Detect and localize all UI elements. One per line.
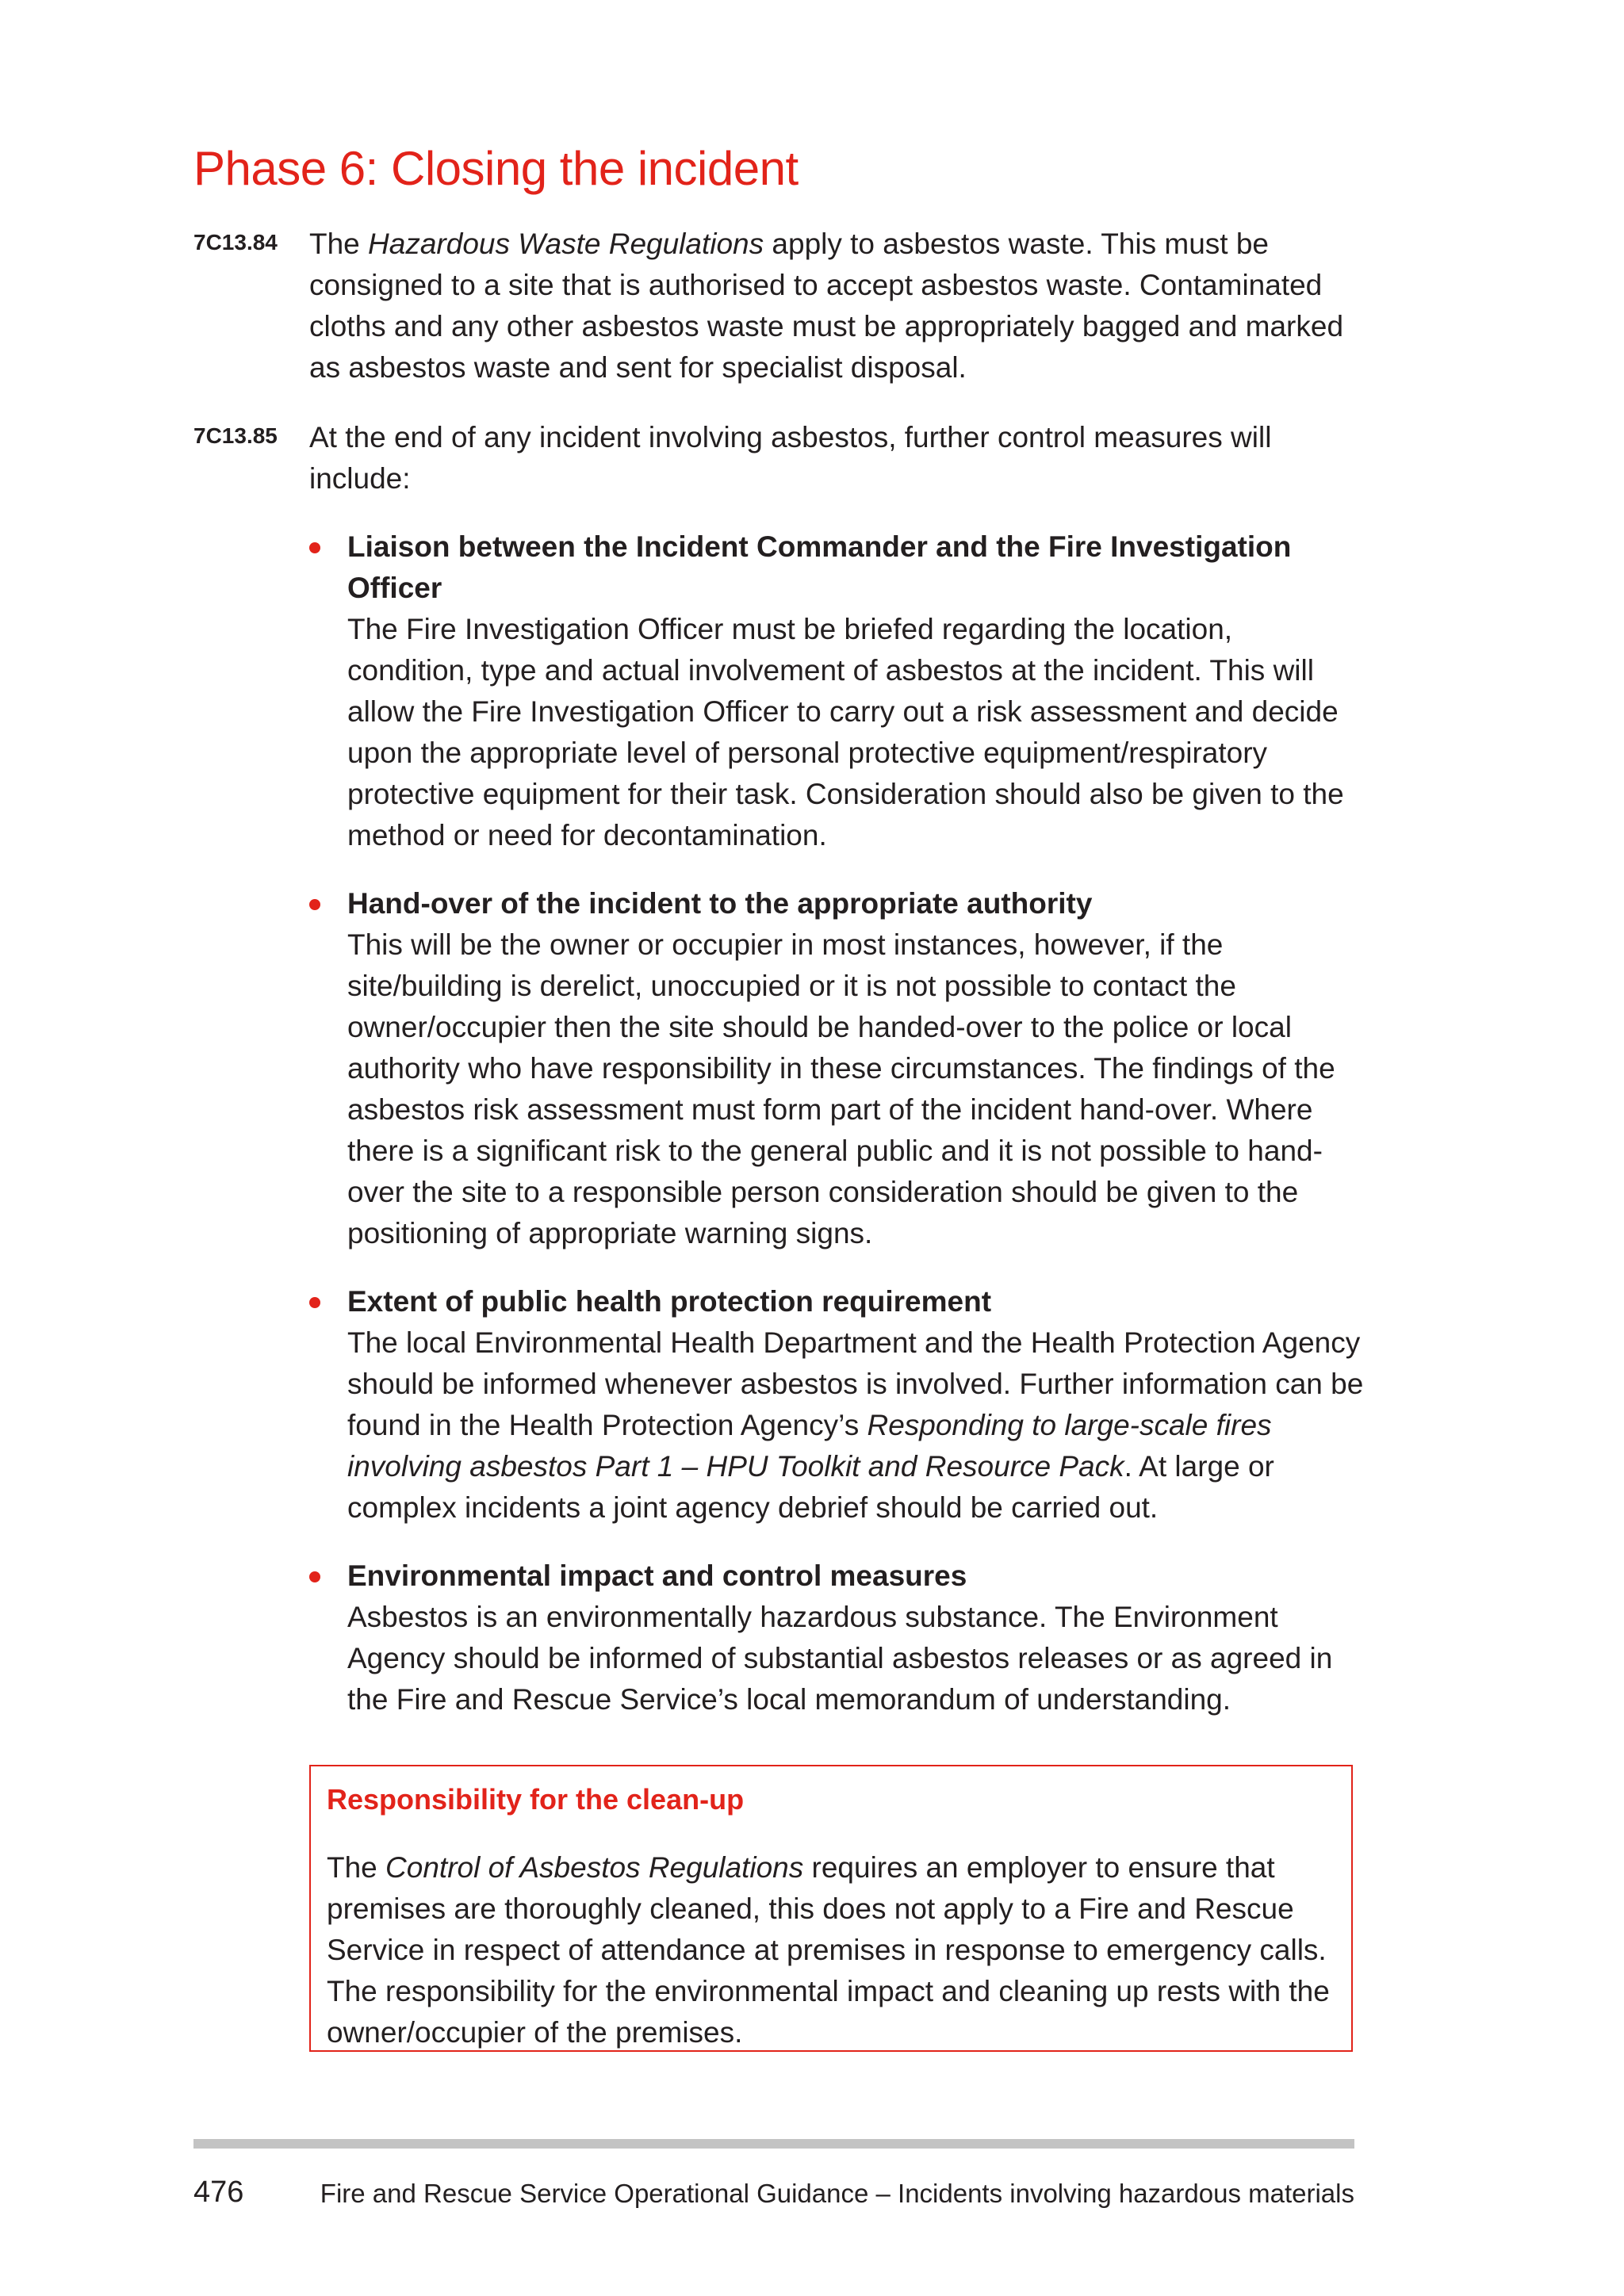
list-item-heading: Liaison between the Incident Commander and the Fire Investigation Officer	[347, 530, 1292, 604]
paragraph-text	[309, 417, 1359, 499]
list-item-body	[347, 1597, 1364, 1720]
footer-document-title: Fire and Rescue Service Operational Guidance – Incidents involving hazardous materials	[320, 2179, 1354, 2208]
paragraph-segment: The	[309, 228, 369, 260]
list-item-heading: Hand-over of the incident to the appropriate authority	[347, 887, 1093, 920]
paragraph-7c13-85	[193, 417, 1359, 499]
control-measures-list	[309, 526, 1364, 1747]
list-item-text: This will be the owner or occupier in most instances, however, if the site/building is derelict, unoccupied or it is not possible to contact the owner/occupier then the site should be handed-over to the police or local authority who have responsibility in these circumstances. The findings of the asbestos risk assessment must form part of the incident hand-over. Where there is a significant risk to the general public and it is not possible to hand-over the site to a responsible person consideration should be given to the positioning of appropriate warning signs.	[347, 928, 1335, 1249]
list-item-body	[347, 609, 1364, 856]
bullet-icon	[309, 899, 320, 910]
list-item-text: The local Environmental Health Department and the Health Protection Agency should be informed whenever asbestos is involved. Further information can be found in the Health Protection Agency’s	[347, 1326, 1364, 1441]
paragraph-segment: At the end of any incident involving asbestos, further control measures will include:	[309, 421, 1272, 495]
page-number: 476	[193, 2175, 244, 2209]
callout-body	[327, 1847, 1337, 2053]
list-item	[309, 883, 1364, 1254]
list-item-text: . At large or complex incidents a joint agency debrief should be carried out.	[347, 1450, 1274, 1524]
list-item	[309, 1556, 1364, 1720]
list-item-body	[347, 1322, 1364, 1529]
bullet-icon	[309, 1297, 320, 1308]
paragraph-number: 7C13.85	[193, 423, 278, 448]
footer-divider	[193, 2139, 1354, 2149]
list-item	[309, 526, 1364, 856]
paragraph-segment: apply to asbestos waste. This must be consigned to a site that is authorised to accept asbestos waste. Contaminated cloths and any other asbestos waste must be appropriately bagged and marked as asbestos waste and sent for specialist disposal.	[309, 228, 1344, 384]
callout-text: The	[327, 1851, 386, 1884]
list-item-heading: Environmental impact and control measures	[347, 1559, 967, 1592]
list-item	[309, 1281, 1364, 1529]
list-item-body	[347, 924, 1364, 1254]
callout-title: Responsibility for the clean-up	[327, 1783, 745, 1816]
regulation-title: Hazardous Waste Regulations	[368, 228, 764, 260]
list-item-text: Asbestos is an environmentally hazardous substance. The Environment Agency should be informed of substantial asbestos releases or as agreed in the Fire and Rescue Service’s local memorandum of understanding.	[347, 1601, 1333, 1716]
bullet-icon	[309, 1571, 320, 1582]
paragraph-number: 7C13.84	[193, 230, 278, 254]
callout-box	[309, 1765, 1353, 2052]
list-item-heading: Extent of public health protection requirement	[347, 1285, 992, 1318]
page-title: Phase 6: Closing the incident	[193, 142, 799, 195]
callout-text: requires an employer to ensure that premises are thoroughly cleaned, this does not apply to a Fire and Rescue Service in respect of attendance at premises in response to emergency calls. The responsibility for the environmental impact and cleaning up rests with the owner/occupier of the premises.	[327, 1851, 1330, 2049]
bullet-icon	[309, 542, 320, 553]
regulation-title: Control of Asbestos Regulations	[385, 1851, 804, 1884]
paragraph-text	[309, 224, 1359, 388]
paragraph-7c13-84	[193, 224, 1359, 388]
list-item-text: The Fire Investigation Officer must be briefed regarding the location, condition, type and actual involvement of asbestos at the incident. This will allow the Fire Investigation Officer to carry out a risk assessment and decide upon the appropriate level of personal protective equipment/respiratory protective equipment for their task. Consideration should also be given to the method or need for decontamination.	[347, 613, 1344, 851]
publication-title: Responding to large-scale fires involving asbestos Part 1 – HPU Toolkit and Resource Pack	[347, 1409, 1272, 1483]
